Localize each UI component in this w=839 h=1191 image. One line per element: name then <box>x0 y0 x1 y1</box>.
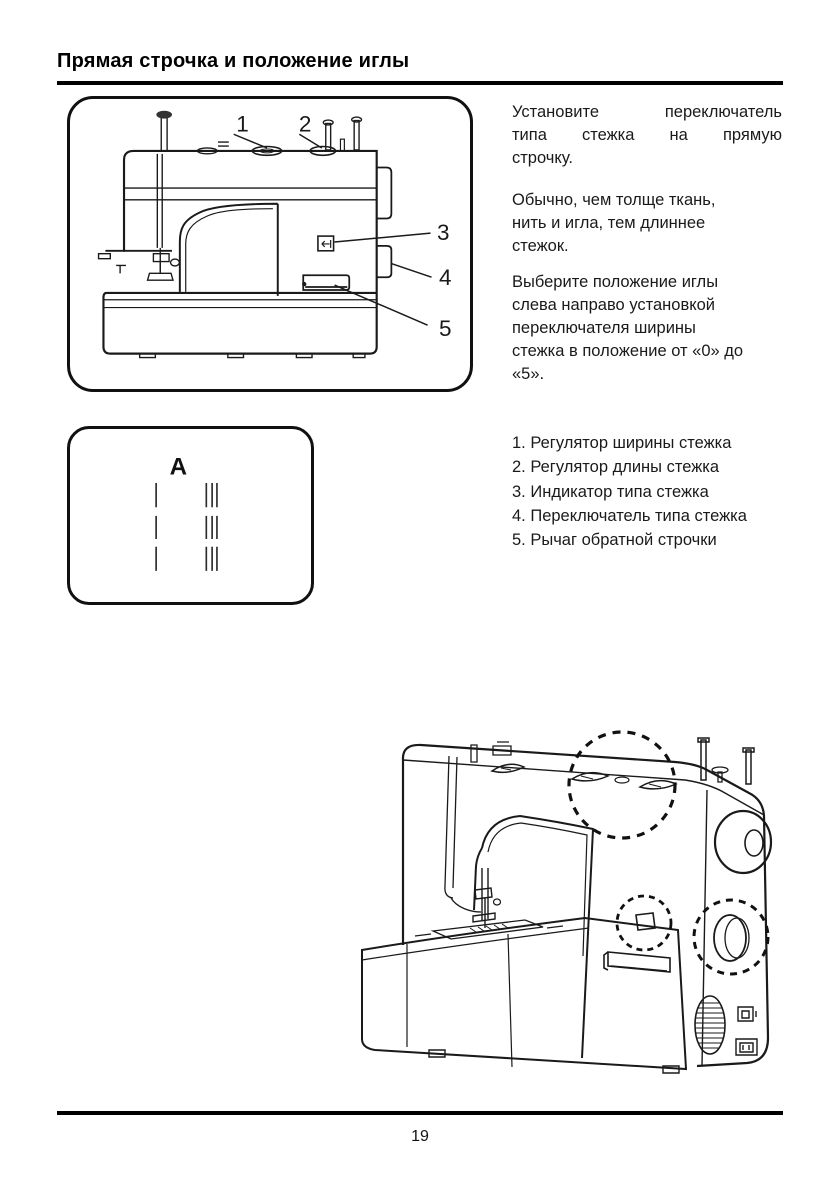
parts-list <box>512 431 812 552</box>
text-line: типа стежка на прямую <box>512 126 782 144</box>
thread-guide-pin <box>340 139 344 151</box>
figure-stitch-pattern-box <box>67 426 314 605</box>
vent-slats <box>695 1003 725 1048</box>
vent-grille <box>695 996 725 1054</box>
text-line: Обычно, чем толще ткань, <box>512 191 716 209</box>
base-seams <box>103 300 376 308</box>
text-line: нить и игла, тем длиннее <box>512 214 706 232</box>
triple-stitch-row-3 <box>206 547 217 571</box>
stitch-type-switch <box>377 246 392 277</box>
side-bump-upper <box>377 168 392 219</box>
text-line: слева направо установкой <box>512 296 716 314</box>
spool-pin-2 <box>354 121 359 150</box>
title-rule <box>57 81 783 85</box>
parts-list-item-5: 5. Рычаг обратной строчки <box>512 531 717 550</box>
parts-list-item-4: 4. Переключатель типа стежка <box>512 506 747 525</box>
handwheel-hub <box>745 830 763 856</box>
callout-2: 2 <box>298 111 312 137</box>
dashed-circle-top-dials <box>569 732 675 838</box>
arm-cutout-inner <box>488 823 587 956</box>
text-line: стежок. <box>512 237 569 255</box>
instruction-paragraph-2 <box>512 189 782 258</box>
instruction-paragraph-1 <box>512 101 782 170</box>
spool-pin-1-cap <box>323 120 333 125</box>
triple-stitch-row-1 <box>206 483 217 507</box>
instruction-paragraph-3 <box>512 271 782 386</box>
triple-stitch-row-2 <box>206 516 217 539</box>
page-number: 19 <box>411 1128 429 1145</box>
arm-cutout <box>474 816 593 1058</box>
pillar-side-edge <box>702 790 707 1066</box>
reverse-lever <box>604 952 670 972</box>
thread-cutter <box>99 254 126 274</box>
callout-1: 1 <box>236 111 249 137</box>
text-line: строчку. <box>512 149 573 167</box>
machine-bed <box>362 918 686 1069</box>
machine-perspective-illustration <box>345 698 825 1098</box>
presser-screw <box>494 899 501 905</box>
text-line: Установите переключатель <box>512 103 782 121</box>
spool-cap <box>156 111 172 119</box>
text-line: Выберите положение иглы <box>512 273 719 291</box>
reverse-lever-pivot <box>302 282 306 286</box>
machine-front-illustration <box>70 99 464 383</box>
dashed-circle-side-dial <box>694 900 768 974</box>
spool-pin-2-cap <box>352 117 362 122</box>
callout-leader-lines <box>234 134 432 325</box>
text-line: стежка в положение от «0» до <box>512 342 744 360</box>
power-switch <box>738 1007 756 1021</box>
parts-list-item-3: 3. Индикатор типа стежка <box>512 482 709 501</box>
footer-rule <box>57 1111 783 1115</box>
callout-4: 4 <box>438 265 452 291</box>
callout-5: 5 <box>438 315 452 341</box>
pattern-label-a: A <box>169 453 188 481</box>
presser-screw <box>171 259 180 266</box>
parts-list-item-1: 1. Регулятор ширины стежка <box>512 434 732 452</box>
stitch-lines <box>156 483 217 571</box>
equals-mark <box>218 142 229 146</box>
top-dial-marks <box>501 768 661 787</box>
text-line: «5». <box>512 365 545 383</box>
page-title: Прямая строчка и положение иглы <box>57 50 410 72</box>
bed-vertical-seams <box>407 934 512 1067</box>
machine-base <box>103 293 376 354</box>
spool-pins <box>698 738 754 784</box>
power-socket <box>736 1039 757 1055</box>
bobbin-winder-pin <box>161 117 167 151</box>
arm-cutout-inner <box>186 209 273 292</box>
stitch-pattern-illustration <box>70 429 305 596</box>
parts-list-item-2: 2. Регулятор длины стежка <box>512 458 720 477</box>
figure-machine-perspective <box>345 698 825 1098</box>
stitch-indicator-glyph <box>322 240 331 248</box>
arm-cutout <box>180 204 278 296</box>
figure-machine-front-box <box>67 96 473 392</box>
text-line: переключателя ширины <box>512 319 696 337</box>
top-small-oval <box>615 777 629 783</box>
thread-guide <box>471 742 511 762</box>
callout-3: 3 <box>437 220 450 246</box>
